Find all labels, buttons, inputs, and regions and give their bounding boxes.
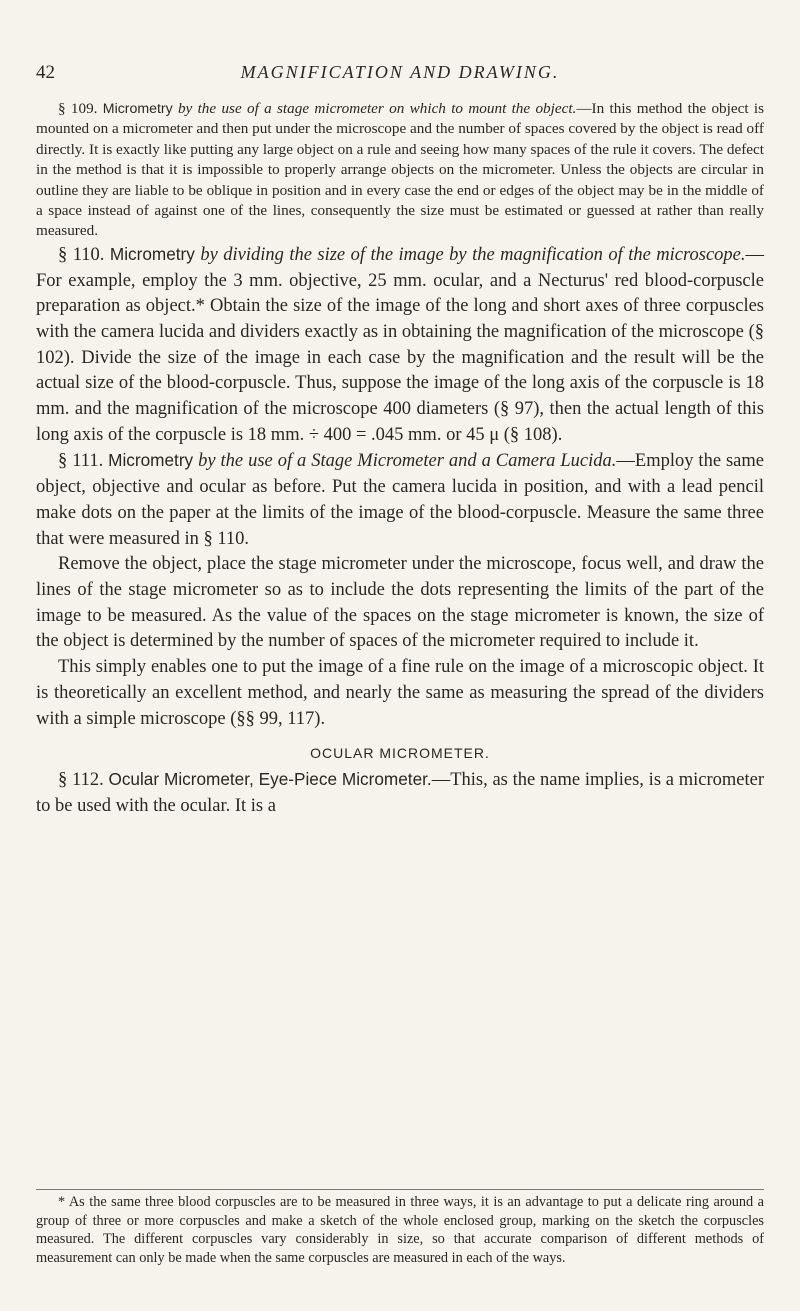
section-112-mark: § 112. — [58, 770, 104, 791]
page-number: 42 — [36, 62, 55, 83]
section-109-subtitle: by the use of a stage micrometer on which to mount the object. — [177, 100, 577, 117]
ocular-micrometer-heading: OCULAR MICROMETER. — [310, 745, 490, 762]
running-title: MAGNIFICATION AND DRAWING. — [240, 62, 560, 82]
section-110-body: —For example, employ the 3 mm. objective, 25 mm. ocular, and a Necturus' red blood-corpuscle preparation as object.* Obtain the size of the image of the long and short axes of three corpuscles with the camera lucida and dividers exactly as in obtaining the magnification of the microscope (§ 102). Divide the size of the image in each case by the magnification and the result will be the actual size of the blood-corpuscle. Thus, suppose the image of the long axis of the corpuscle is 18 mm. and the magnification of the microscope 400 diameters (§ 97), then the actual length of this long axis of the corpuscle is 18 mm. ÷ 400 = .045 mm. or 45 μ (§ 108). — [36, 244, 765, 445]
section-110-subtitle: by dividing the size of the image by the magnification of the microscope. — [200, 244, 746, 265]
section-111-title: Micrometry — [108, 450, 194, 471]
page-header — [36, 62, 764, 88]
section-109-body: —In this method the object is mounted on a micrometer and then put under the microscope and the number of spaces covered by the object is read off directly. It is exactly like putting any large object on a rule and seeing how many spaces of the rule it covers. The defect in the method is that it is impossible to properly arrange objects on the micrometer. Unless the objects are circular in outline they are liable to be oblique in position and in every case the end or edges of the object may be in the middle of a space instead of against one of the lines, consequently the size must be estimated or guessed at rather than really measured. — [36, 100, 765, 240]
section-111-body: —Employ the same object, objective and ocular as before. Put the camera lucida in position, and with a lead pencil make dots on the paper at the limits of the image of the blood-corpuscle. Measure the same three that were measured in § 110. — [36, 451, 764, 549]
section-110-title: Micrometry — [109, 243, 195, 264]
section-112-paragraph — [36, 767, 764, 819]
footnote: * As the same three blood corpuscles are to be measured in three ways, it is an advantage to put a delicate ring around a group of three or more corpuscles and make a sketch of the whole enclosed group, marking on the sketch the corpuscles measured. The different corpuscles vary considerably in size, so that accurate comparison of different methods of measurement can only be made when the same corpuscles are measured in each of the ways. — [36, 1194, 764, 1266]
section-111-subtitle: by the use of a Stage Micrometer and a Camera Lucida. — [198, 451, 617, 472]
section-111-mark: § 111. — [58, 451, 104, 472]
section-109-mark: § 109. — [58, 100, 98, 117]
section-109-title: Micrometry — [102, 100, 173, 116]
section-111-paragraph-3: This simply enables one to put the image of a fine rule on the image of a microscopic object. It is theoretically an excellent method, and nearly the same as measuring the spread of the dividers with a simple microscope (§§ 99, 117). — [36, 657, 764, 729]
body-text — [36, 98, 764, 820]
section-110-paragraph — [36, 242, 764, 449]
section-110-mark: § 110. — [58, 244, 105, 265]
section-109-paragraph — [36, 98, 764, 242]
footnote-area — [36, 1189, 764, 1267]
section-111-paragraph — [36, 448, 764, 552]
section-112-body: —This, as the name implies, is a micrometer to be used with the ocular. It is a — [36, 770, 765, 816]
section-112-title: Ocular Micrometer, Eye-Piece Micrometer. — [108, 769, 432, 790]
section-111-paragraph-2: Remove the object, place the stage micrometer under the microscope, focus well, and draw the lines of the stage micrometer so as to include the dots representing the limits of the part of the image to be measured. As the value of the spaces on the stage micrometer is known, the size of the object is determined by the number of spaces of the micrometer required to include it. — [36, 554, 764, 652]
